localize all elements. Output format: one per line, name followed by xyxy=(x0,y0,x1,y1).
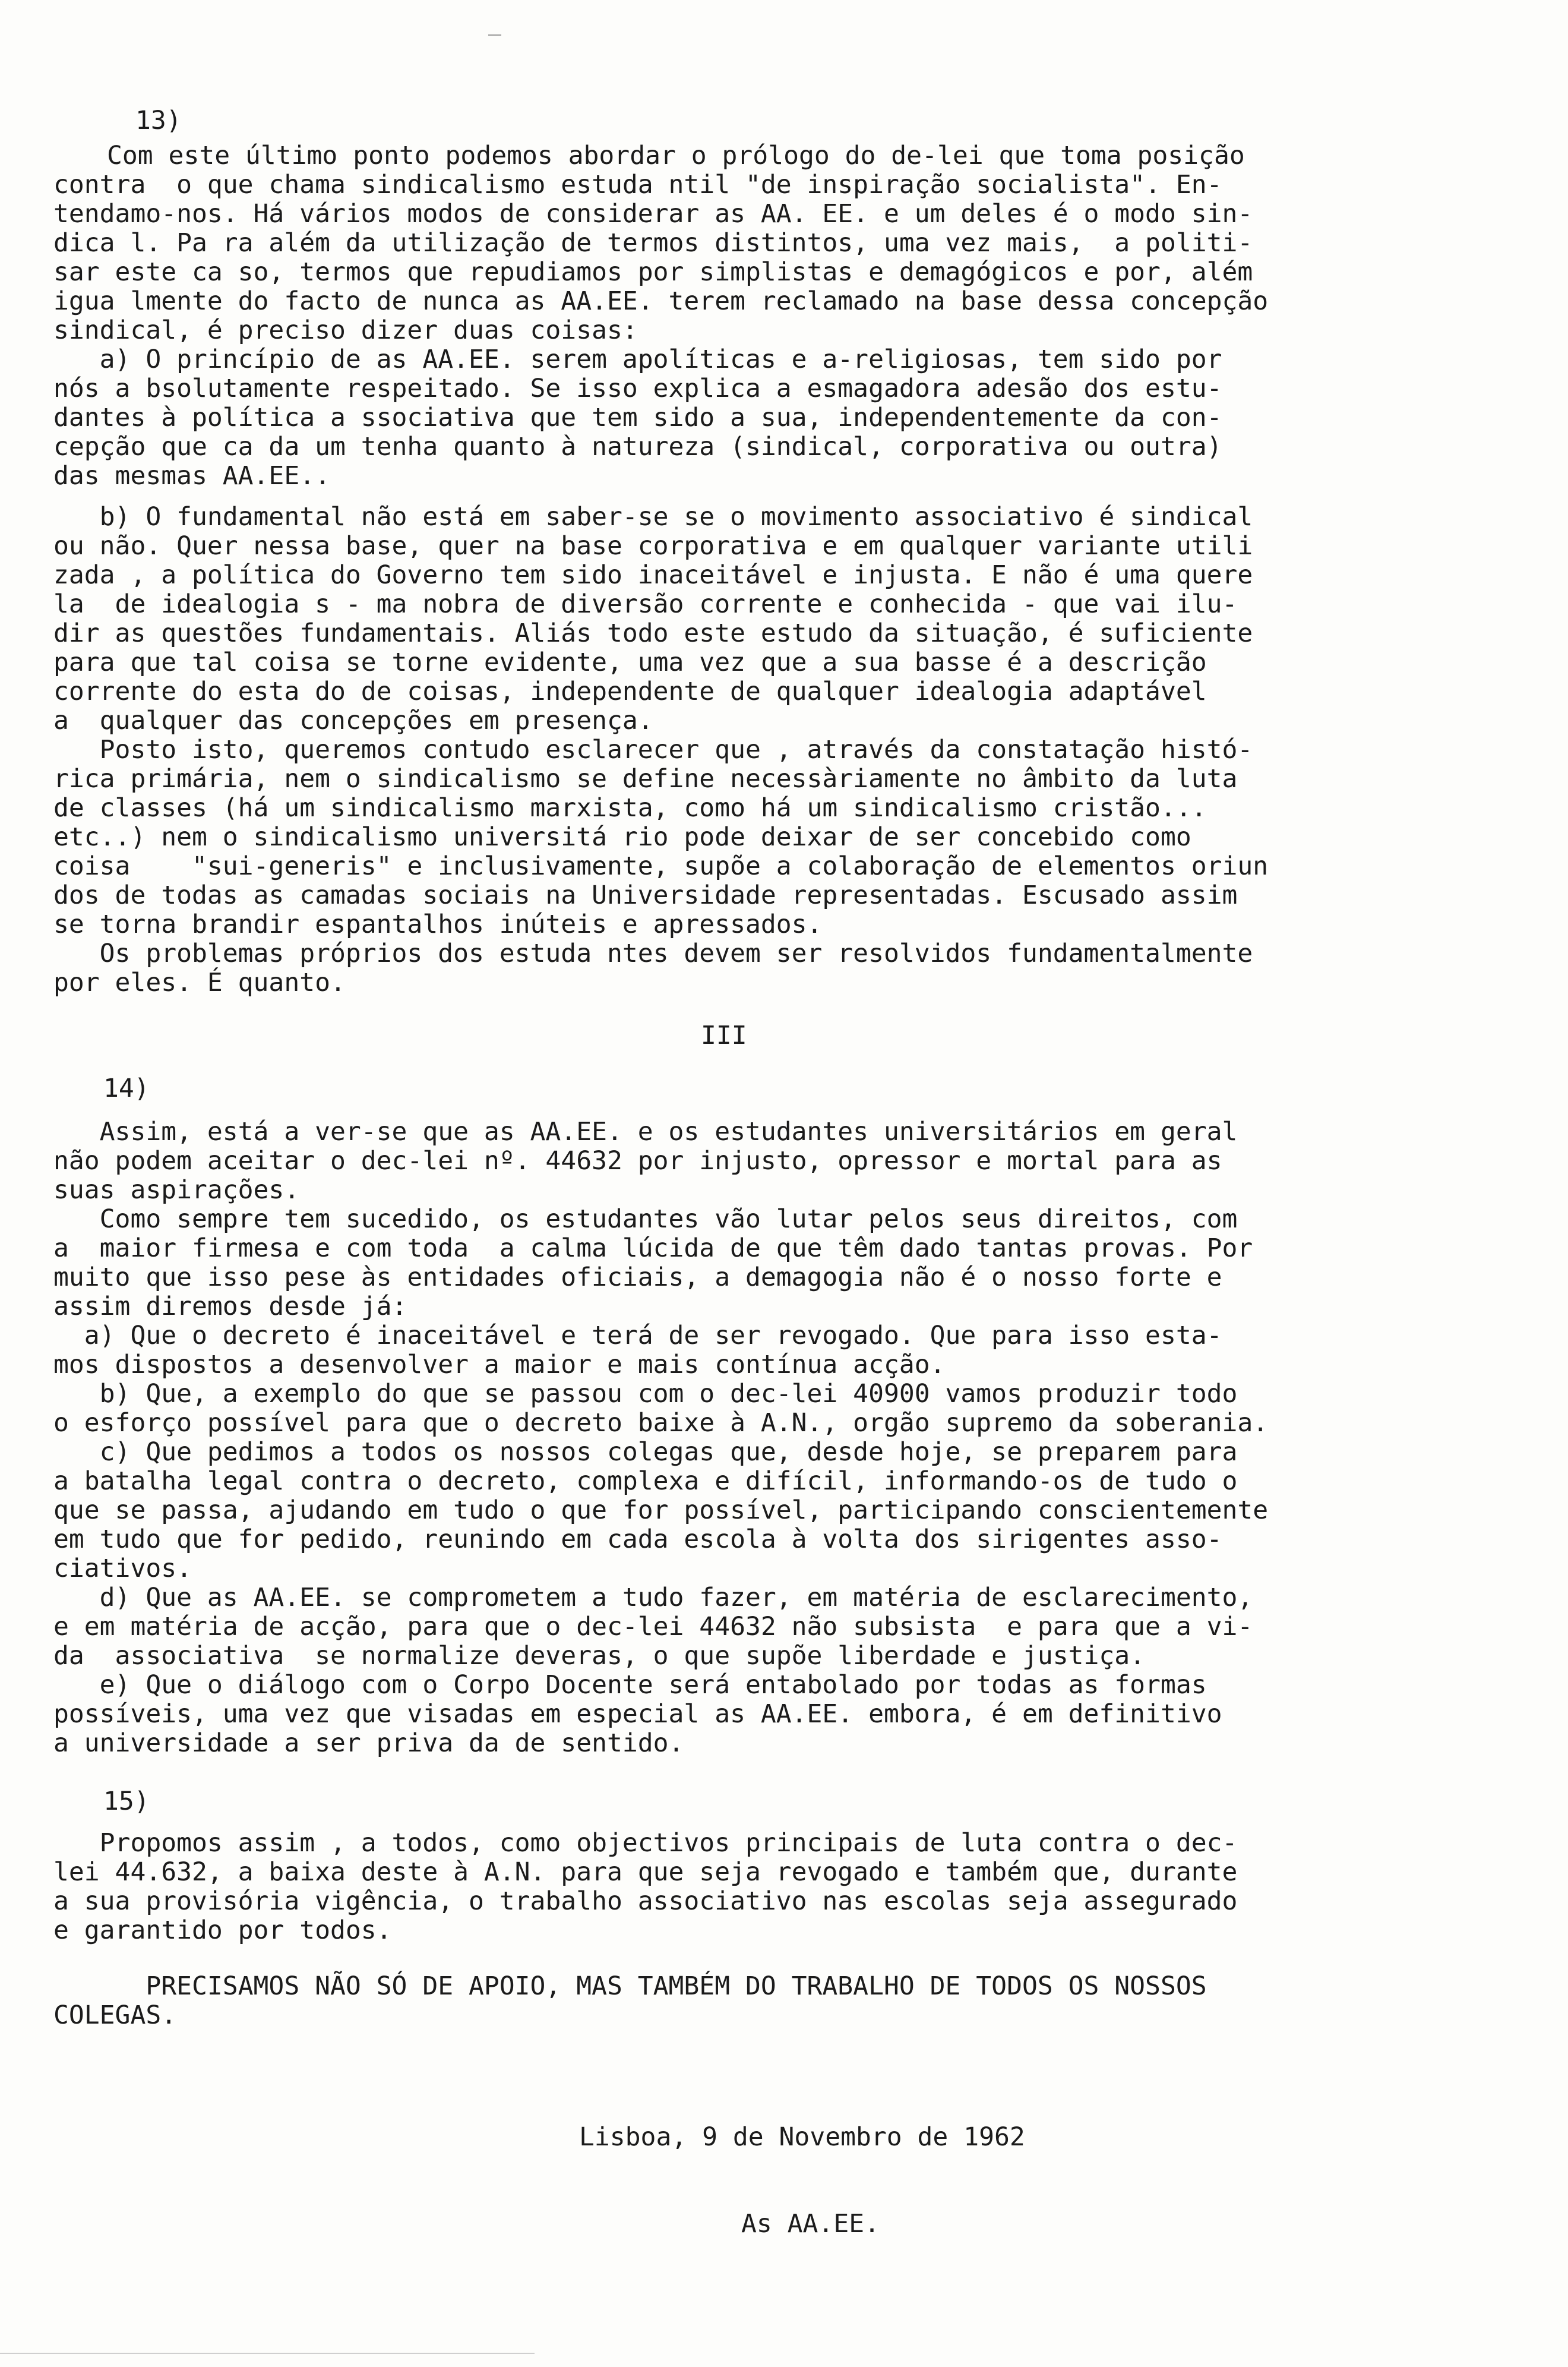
text-line: se torna brandir espantalhos inúteis e apressados. xyxy=(53,910,823,939)
text-line: coisa "sui-generis" e inclusivamente, supõe a colaboração de elementos oriun xyxy=(53,851,1269,881)
text-line: nós a bsolutamente respeitado. Se isso explica a esmagadora adesão dos estu- xyxy=(53,374,1222,403)
text-line: sindical, é preciso dizer duas coisas: xyxy=(53,315,638,345)
signature: As AA.EE. xyxy=(741,2209,880,2239)
text-line: em tudo que for pedido, reunindo em cada escola à volta dos sirigentes asso- xyxy=(53,1525,1222,1554)
text-line: etc..) nem o sindicalismo universitá rio pode deixar de ser concebido como xyxy=(53,822,1191,852)
text-line: que se passa, ajudando em tudo o que for possível, participando conscientemente xyxy=(53,1495,1269,1525)
text-line: a sua provisória vigência, o trabalho associativo nas escolas seja assegurado xyxy=(53,1886,1238,1916)
text-line: dantes à política a ssociativa que tem sido a sua, independentemente da con- xyxy=(53,403,1222,433)
text-line: dica l. Pa ra além da utilização de termos distintos, uma vez mais, a politi- xyxy=(53,228,1253,258)
text-line: Assim, está a ver-se que as AA.EE. e os estudantes universitários em geral xyxy=(53,1117,1238,1147)
text-line: assim diremos desde já: xyxy=(53,1292,407,1321)
text-line: a universidade a ser priva da de sentido. xyxy=(53,1728,684,1758)
text-line: rica primária, nem o sindicalismo se define necessàriamente no âmbito da luta xyxy=(53,764,1238,794)
text-line: ou não. Quer nessa base, quer na base corporativa e em qualquer variante utili xyxy=(53,531,1253,561)
text-line: não podem aceitar o dec-lei nº. 44632 por injusto, opressor e mortal para as xyxy=(53,1146,1222,1176)
scan-mark xyxy=(0,2353,535,2354)
text-line: tendamo-nos. Há vários modos de considerar as AA. EE. e um deles é o modo sin- xyxy=(53,199,1253,229)
text-line: igua lmente do facto de nunca as AA.EE. terem reclamado na base dessa concepção xyxy=(53,286,1269,316)
text-line: dir as questões fundamentais. Aliás todo este estudo da situação, é suficiente xyxy=(53,618,1253,648)
text-line: o esforço possível para que o decreto baixe à A.N., orgão supremo da soberania. xyxy=(53,1408,1269,1438)
text-line: Posto isto, queremos contudo esclarecer que , através da constatação histó- xyxy=(53,735,1253,765)
text-line: lei 44.632, a baixa deste à A.N. para que seja revogado e também que, durante xyxy=(53,1857,1238,1887)
page-number: 13) xyxy=(135,106,182,135)
text-line: para que tal coisa se torne evidente, uma vez que a sua basse é a descrição xyxy=(53,648,1207,677)
text-line: a maior firmesa e com toda a calma lúcida de que têm dado tantas provas. Por xyxy=(53,1233,1253,1263)
text-line: Propomos assim , a todos, como objectivos principais de luta contra o dec- xyxy=(53,1828,1238,1858)
text-line: corrente do esta do de coisas, independente de qualquer idealogia adaptável xyxy=(53,677,1207,706)
text-line: b) O fundamental não está em saber-se se o movimento associativo é sindical xyxy=(53,502,1253,532)
text-line: mos dispostos a desenvolver a maior e mais contínua acção. xyxy=(53,1350,946,1380)
text-line: cepção que ca da um tenha quanto à natureza (sindical, corporativa ou outra) xyxy=(53,432,1222,462)
text-line: a) O princípio de as AA.EE. serem apolíticas e a-religiosas, tem sido por xyxy=(53,345,1222,374)
text-line: das mesmas AA.EE.. xyxy=(53,461,330,491)
text-line: suas aspirações. xyxy=(53,1175,300,1205)
text-line: da associativa se normalize deveras, o que supõe liberdade e justiça. xyxy=(53,1641,1146,1671)
text-line: Como sempre tem sucedido, os estudantes vão lutar pelos seus direitos, com xyxy=(53,1204,1238,1234)
text-line: possíveis, uma vez que visadas em especial as AA.EE. embora, é em definitivo xyxy=(53,1699,1222,1729)
text-line: c) Que pedimos a todos os nossos colegas que, desde hoje, se preparem para xyxy=(53,1437,1238,1467)
text-line: b) Que, a exemplo do que se passou com o dec-lei 40900 vamos produzir todo xyxy=(53,1379,1238,1409)
text-line: por eles. É quanto. xyxy=(53,968,346,998)
closing-line: PRECISAMOS NÃO SÓ DE APOIO, MAS TAMBÉM DO TRABALHO DE TODOS OS NOSSOS xyxy=(53,1971,1207,2001)
scan-mark xyxy=(488,34,501,36)
text-line: ciativos. xyxy=(53,1554,192,1583)
text-line: e em matéria de acção, para que o dec-lei 44632 não subsista e para que a vi- xyxy=(53,1612,1253,1642)
text-line: d) Que as AA.EE. se comprometem a tudo fazer, em matéria de esclarecimento, xyxy=(53,1583,1253,1612)
text-line: dos de todas as camadas sociais na Universidade representadas. Escusado assim xyxy=(53,880,1238,910)
text-line: a) Que o decreto é inaceitável e terá de ser revogado. Que para isso esta- xyxy=(53,1321,1222,1350)
text-line: contra o que chama sindicalismo estuda ntil "de inspiração socialista". En- xyxy=(53,170,1222,200)
text-line: a batalha legal contra o decreto, complexa e difícil, informando-os de tudo o xyxy=(53,1466,1238,1496)
text-line: e) Que o diálogo com o Corpo Docente será entabolado por todas as formas xyxy=(53,1670,1207,1700)
paragraph-number: 14) xyxy=(103,1074,150,1103)
closing-line: COLEGAS. xyxy=(53,2000,177,2030)
text-line: zada , a política do Governo tem sido inaceitável e injusta. E não é uma quere xyxy=(53,560,1253,590)
text-line: de classes (há um sindicalismo marxista, como há um sindicalismo cristão... xyxy=(53,793,1207,823)
paragraph-number: 15) xyxy=(103,1787,150,1816)
text-line: a qualquer das concepções em presença. xyxy=(53,706,653,736)
date-line: Lisboa, 9 de Novembro de 1962 xyxy=(579,2122,1025,2152)
text-line: sar este ca so, termos que repudiamos por simplistas e demagógicos e por, além xyxy=(53,257,1253,287)
section-heading: III xyxy=(701,1021,747,1050)
text-line: e garantido por todos. xyxy=(53,1915,392,1945)
text-line: Os problemas próprios dos estuda ntes devem ser resolvidos fundamentalmente xyxy=(53,939,1253,968)
text-line: muito que isso pese às entidades oficiais, a demagogia não é o nosso forte e xyxy=(53,1263,1222,1292)
text-line: Com este último ponto podemos abordar o prólogo do de-lei que toma posição xyxy=(107,141,1245,171)
text-line: la de idealogia s - ma nobra de diversão corrente e conhecida - que vai ilu- xyxy=(53,589,1238,619)
